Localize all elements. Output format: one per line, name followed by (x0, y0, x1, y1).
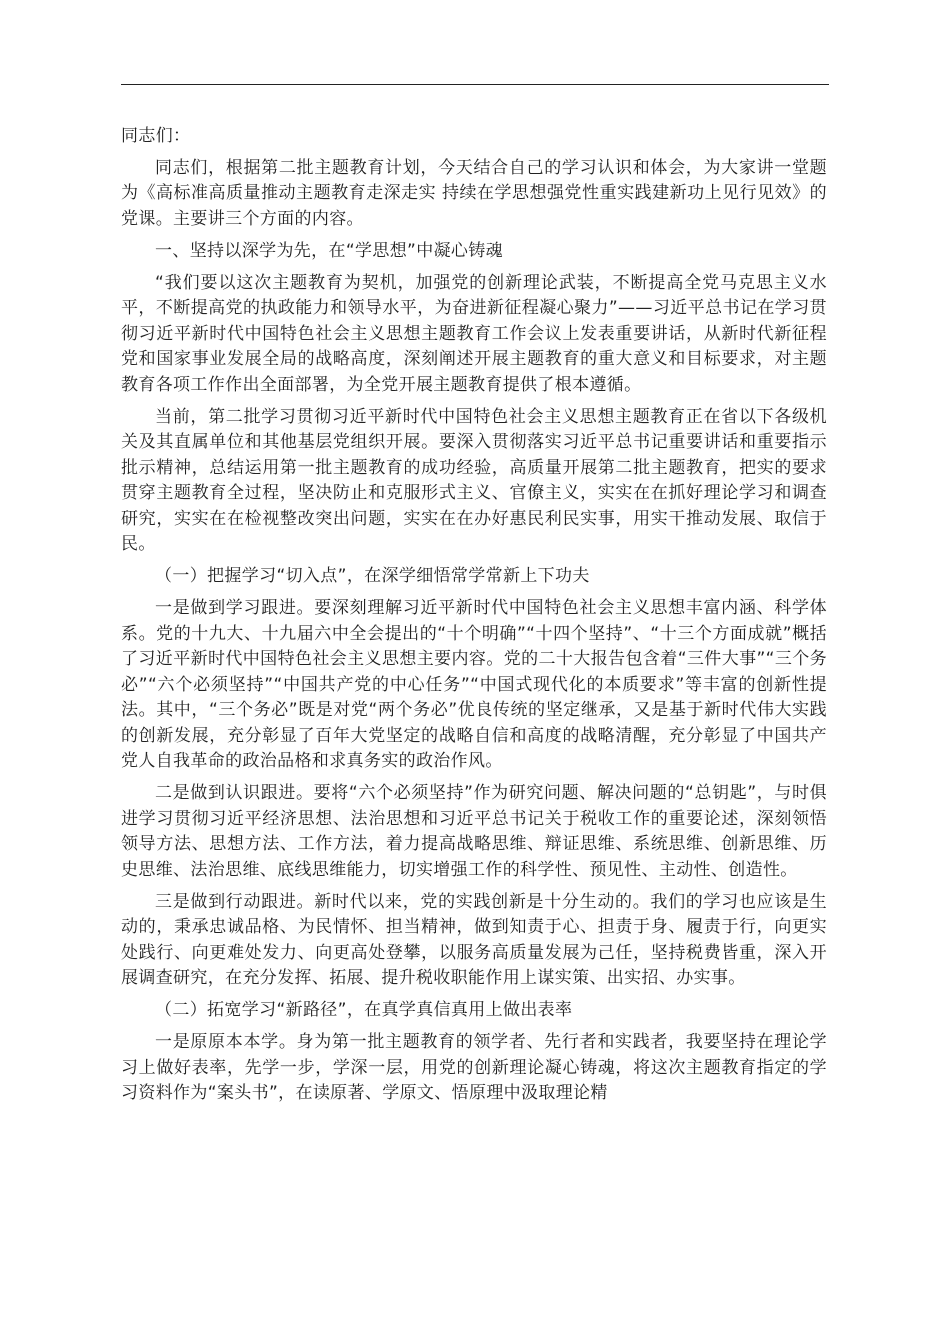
subsection-heading-1: （一）把握学习“切入点”，在深学细悟常学常新上下功夫 (155, 566, 590, 586)
intro-paragraph: 同志们，根据第二批主题教育计划，今天结合自己的学习认识和体会，为大家讲一堂题为《高标准高质量推动主题教育走深走实 持续在学思想强党性重实践建新功上见行见效》的党课。主要讲三个方面的内容。 (121, 157, 827, 229)
section-heading-1: 一、坚持以深学为先，在“学思想”中凝心铸魂 (155, 240, 503, 261)
body-paragraph: 三是做到行动跟进。新时代以来，党的实践创新是十分生动的。我们的学习也应该是生动的，秉承忠诚品格、为民情怀、担当精神，做到知责于心、担责于身、履责于行，向更实处践行、向更难处发力、向更高处登攀，以服务高质量发展为己任，坚持税费皆重，深入开展调查研究，在充分发挥、拓展、提升税收职能作用上谋实策、出实招、办实事。 (121, 891, 827, 988)
body-paragraph: 一是做到学习跟进。要深刻理解习近平新时代中国特色社会主义思想丰富内涵、科学体系。党的十九大、十九届六中全会提出的“十个明确”“十四个坚持”、“十三个方面成就”概括了习近平新时代中国特色社会主义思想主要内容。党的二十大报告包含着“三件大事”“三个务必”“六个必须坚持”“中国共产党的中心任务”“中国式现代化的本质要求”等丰富的创新性提法。其中，“三个务必”既是对党“两个务必”优良传统的坚定继承，又是基于新时代伟大实践的创新发展，充分彰显了百年大党坚定的战略自信和高度的战略清醒，充分彰显了中国共产党人自我革命的政治品格和求真务实的政治作风。 (121, 598, 827, 771)
salutation: 同志们： (121, 126, 191, 146)
body-paragraph: 一是原原本本学。身为第一批主题教育的领学者、先行者和实践者，我要坚持在理论学习上做好表率，先学一步，学深一层，用党的创新理论凝心铸魂，将这次主题教育指定的学习资料作为“案头书”，在读原著、学原文、悟原理中汲取理论精 (121, 1032, 827, 1103)
body-paragraph: 当前，第二批学习贯彻习近平新时代中国特色社会主义思想主题教育正在省以下各级机关及其直属单位和其他基层党组织开展。要深入贯彻落实习近平总书记重要讲话和重要指示批示精神，总结运用第一批主题教育的成功经验，高质量开展第二批主题教育，把实的要求贯穿主题教育全过程，坚决防止和克服形式主义、官僚主义，实实在在抓好理论学习和调查研究，实实在在检视整改突出问题，实实在在办好惠民利民实事，用实干推动发展、取信于民。 (121, 406, 827, 554)
header-rule (121, 84, 829, 85)
document-body (121, 124, 827, 1113)
body-paragraph: “我们要以这次主题教育为契机，加强党的创新理论武装，不断提高全党马克思主义水平，不断提高党的执政能力和领导水平，为奋进新征程凝心聚力”——习近平总书记在学习贯彻习近平新时代中国特色社会主义思想主题教育工作会议上发表重要讲话，从新时代新征程党和国家事业发展全局的战略高度，深刻阐述开展主题教育的重大意义和目标要求，对主题教育各项工作作出全面部署，为全党开展主题教育提供了根本遵循。 (121, 272, 827, 395)
subsection-heading-2: （二）拓宽学习“新路径”，在真学真信真用上做出表率 (155, 1000, 573, 1020)
body-paragraph: 二是做到认识跟进。要将“六个必须坚持”作为研究问题、解决问题的“总钥匙”，与时俱进学习贯彻习近平经济思想、法治思想和习近平总书记关于税收工作的重要论述，深刻领悟领导方法、思想方法、工作方法，着力提高战略思维、辩证思维、系统思维、创新思维、历史思维、法治思维、底线思维能力，切实增强工作的科学性、预见性、主动性、创造性。 (121, 783, 827, 880)
